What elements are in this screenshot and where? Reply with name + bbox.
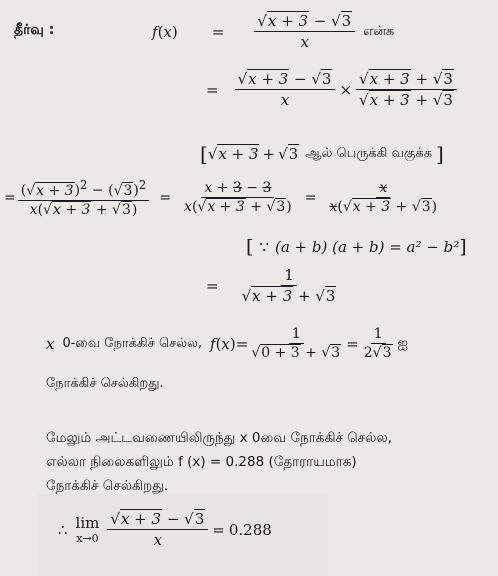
identity-line: [ ∵ (a + b) (a + b) = a² − b² ]	[246, 236, 467, 258]
paragraph-line-2: எல்லா நிலைகளிலும் f (x) = 0.288 (தோராயமாக)	[46, 454, 357, 470]
tends-tail-text: நோக்கிச் செல்கிறது.	[46, 376, 164, 391]
lim-operator: lim x→0	[75, 514, 100, 545]
equation-line-1: f ( x ) = $\frac{√x + 3 - √3}{x}$ என்க	[152, 12, 395, 51]
en-ga-text: என்க	[363, 23, 395, 39]
paragraph-line-3: நோக்கிச் செல்கிறது.	[46, 478, 169, 494]
final-value: 0.288	[228, 520, 272, 539]
equation-line-2: = $\frac{√x + 3 - √3}{x}$ × $\frac{√x + 3 + √3}{√x + 3 + √3}$	[206, 70, 457, 109]
tends-line: x 0-வை நோக்கிச் செல்ல, f ( x )= $\frac{1}{√0 + 3 + √3}$ = $\frac{1}{2√3}$ ஐ	[46, 326, 408, 361]
solution-label: தீர்வு :	[14, 22, 55, 38]
equation-line-4: = $\frac{(√x + 3)^2 - (√3)^2}{x(√x + 3 + √3)}$ = $\frac{x + 3 - 3}{x(√x + 3 + √3)}$ = $\frac{x}{x(√x + 3 + √3)}$	[4, 178, 438, 218]
paragraph-line-1: மேலும் அட்டவணையிலிருந்து x 0வை நோக்கிச் செல்ல,	[46, 430, 392, 446]
identity-text: (a + b) (a + b) = a² − b²	[274, 238, 460, 256]
equation-line-5: = $\frac{1}{√x + 3 + √3}$	[206, 266, 336, 305]
final-limit-line: ∴ lim x→0 $\frac{√x + 3 - √3}{x}$ = 0.288	[58, 510, 272, 549]
multiply-note-line: [ √x + 3 + √3 ஆல் பெருக்கி வகுக்க ]	[200, 142, 444, 166]
